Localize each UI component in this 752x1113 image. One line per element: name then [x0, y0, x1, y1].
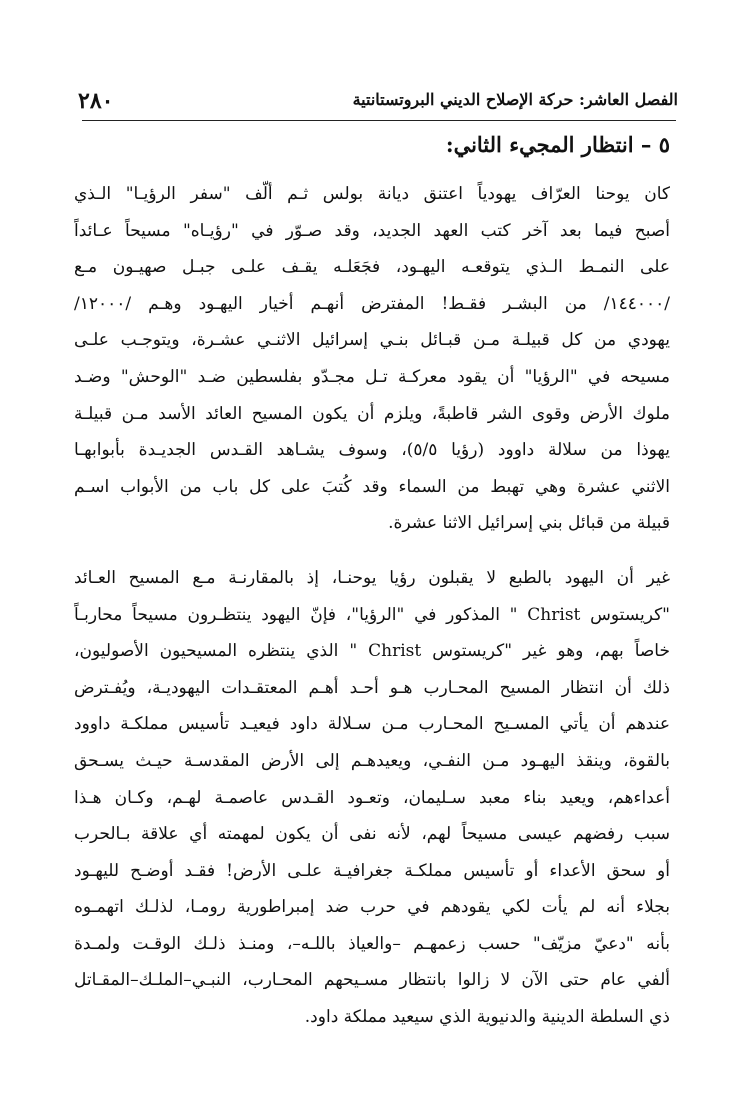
text-line: خاصاً بهم، وهو غير "كريستوس Christ " الذي ينتظره المسيحيون الأصوليون، — [74, 641, 670, 662]
text-line: بالقوة، وينقذ اليهـود مـن النفـي، ويعيدهـم إلى الأرض المقدسـة حيـث يسـحق — [74, 750, 670, 771]
text-line: مسيحه في "الرؤيا" أن يقود معركـة تـل مجـدّو بفلسطين ضـد "الوحش" وضـد — [74, 366, 670, 387]
running-header — [78, 84, 678, 118]
paragraph-spacer — [74, 542, 670, 560]
text-line: أعداءهم، ويعيد بناء معبد سـليمان، وتعـود القـدس عاصمـة لهـم، وكـان هـذا — [74, 787, 670, 808]
text-line: "كريستوس Christ " المذكور في "الرؤيا"، فإنّ اليهود ينتظـرون مسيحاً محاربـاً — [74, 604, 670, 625]
section-heading: ٥ – انتظار المجيء الثاني: — [445, 132, 670, 157]
body-text — [74, 176, 670, 1036]
paragraph-1 — [74, 176, 670, 542]
text-line: ذي السلطة الدينية والدنيوية الذي سيعيد مملكة داود. — [304, 1007, 670, 1028]
text-line: عندهم أن يأتي المسـيح المحـارب مـن سـلالة داود فيعيـد تأسيس مملكـة داوود — [74, 714, 670, 735]
text-line: قبيلة من قبائل بني إسرائيل الاثنا عشرة. — [388, 513, 670, 534]
text-line: بجلاء أنه لم يأت لكي يقودهم في حرب ضد إمبراطورية رومـا، لذلـك اتهمـوه — [74, 897, 670, 918]
text-line: الاثني عشرة وهي تهبط من السماء وقد كُتبَ على كل باب من الأبواب اسـم — [74, 476, 670, 497]
text-line: سبب رفضهم عيسى مسيحاً لهم، لأنه نفى أن يكون لمهمته أي علاقة بـالحرب — [74, 824, 670, 845]
text-line: ذلك أن انتظار المسيح المحـارب هـو أحـد أهـم المعتقـدات اليهوديـة، ويُفـترض — [74, 677, 670, 698]
text-line: أو سحق الأعداء أو تأسيس مملكـة جغرافيـة علـى الأرض! فقـد أوضـح لليهـود — [74, 860, 670, 881]
text-line: كان يوحنا العرّاف يهودياً اعتنق ديانة بولس ثـم ألّف "سفر الرؤيـا" الـذي — [74, 184, 670, 204]
text-line: ملوك الأرض وقوى الشر قاطبةً، ويلزم أن يكون المسيح العائد الأسد مـن قبيلـة — [74, 403, 670, 424]
text-line: على النمـط الـذي يتوقعـه اليهـود، فجَعَلـه يقـف علـى جبـل صهيـون مـع — [74, 257, 670, 278]
text-line: يهودي من كل قبيلـة مـن قبـائل بنـي إسرائيل الاثنـي عشـرة، ويتوجـب علـى — [74, 330, 670, 351]
text-line: بأنه "دعيّ مزيّف" حسب زعمهـم –والعياذ باللـه–، ومنـذ ذلـك الوقـت ولمـدة — [74, 933, 670, 954]
text-line: /١٤٤٠٠٠/ من البشـر فقـط! المفترض أنهـم أخيار اليهـود وهـم /١٢٠٠٠/ — [74, 293, 670, 314]
header-divider — [82, 120, 676, 121]
text-line: غير أن اليهود بالطبع لا يقبلون رؤيا يوحنـا، إذ بالمقارنـة مـع المسيح العـائد — [74, 567, 670, 588]
paragraph-2 — [74, 560, 670, 1036]
text-line: يهوذا من سلالة داوود (رؤيا ٥/٥)، وسوف يشـاهد القـدس الجديـدة بأبوابهـا — [74, 440, 670, 461]
text-line: أصبح فيما بعد آخر كتب العهد الجديد، وقد صـوّر في "رؤيـاه" مسيحاً عـائداً — [74, 220, 670, 241]
text-line: ألفي عام حتى الآن لا زالوا بانتظار مسـيحهم المحـارب، النبـي–الملـك–المقـاتل — [74, 970, 670, 991]
chapter-running-title: الفصل العاشر: حركة الإصلاح الديني البروتستانتية — [352, 90, 678, 109]
page-number: ٢٨٠ — [78, 88, 114, 114]
